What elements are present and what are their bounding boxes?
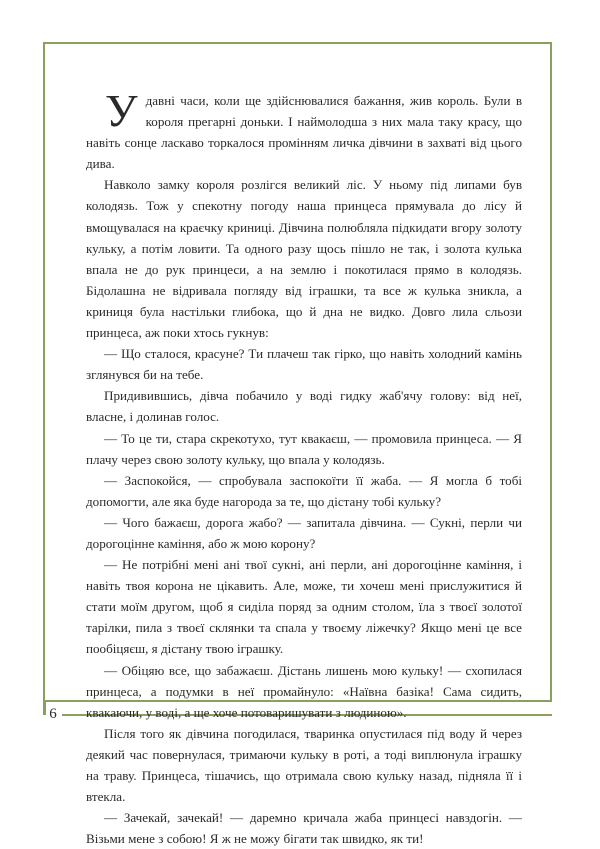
paragraph-8: — Не потрібні мені ані твої сукні, ані перли, ані дорогоцінне каміння, і навіть твоя корона не цікавить. Але, може, ти хочеш мені прислужитися й стати моїм другом, щоб я сиділа поряд за одним столом, їла з твоєї золотої тарілки, пила з твоєї склянки та спала у твоєму ліжечку? Якщо мені це все пообіцяєш, я дістану твою іграшку. [86, 557, 522, 657]
story-text [86, 85, 522, 849]
paragraph-6: — Заспокойся, — спробувала заспокоїти її жаба. — Я могла б тобі допомогти, але яка буде нагорода за те, що дістану тобі кульку? [86, 472, 522, 509]
paragraph-5: — То це ти, стара скрекотухо, тут квакаєш, — промовила принцеса. — Я плачу через свою золоту кульку, що впала у колодязь. [86, 430, 522, 467]
paragraph-7: — Чого бажаєш, дорога жабо? — запитала дівчина. — Сукні, перли чи дорогоцінне каміння, або ж мою корону? [86, 514, 522, 551]
paragraph-1 [86, 85, 522, 174]
drop-cap: У [105, 85, 138, 136]
paragraph-3: — Що сталося, красуне? Ти плачеш так гірко, що навіть холодний камінь зглянувся би на тебе. [86, 346, 522, 383]
paragraph-10: Після того як дівчина погодилася, тваринка опустилася під воду й через деякий час повернулася, тримаючи кульку в роті, а тоді виплюнула іграшку на траву. Принцеса, тішачись, що отримала свою кульку назад, підняла її і втекла. [86, 725, 522, 805]
paragraph-4: Придивившись, дівча побачило у воді гидку жаб'ячу голову: від неї, власне, і долинав голос. [86, 388, 522, 425]
paragraph-1-text: давні часи, коли ще здійснювалися бажання, жив король. Були в короля прегарні доньки. І наймолодша з них мала таку красу, що навіть сонце ласкаво торкалося промінням личка дівчини в захваті від цього дива. [86, 93, 522, 172]
paragraph-11: — Зачекай, зачекай! — даремно кричала жаба принцесі навздогін. — Візьми мене з собою! Я ж не можу бігати так швидко, як ти! [86, 810, 522, 847]
page-number: 6 [49, 706, 57, 722]
paragraph-9: — Обіцяю все, що забажаєш. Дістань лишень мою кульку! — схопилася принцеса, а подумки в неї промайнуло: «Наївна базіка! Сама сидить, квакаючи, у воді, а ще хоче потоваришувати з людиною». [86, 662, 522, 720]
paragraph-2: Навколо замку короля розлігся великий ліс. У ньому під липами був колодязь. Тож у спекотну погоду наша принцеса прямувала до лісу й вмощувалася на краєчку криниці. Дівчина полюбляла підкидати вгору золоту кульку, а потім ловити. Та одного разу щось пішло не так, і золота кулька впала не до рук принцеси, а на землю і покотилася прямо в колодязь. Бідолашна не відривала погляду від іграшки, та все ж кулька зникла, а криниця була настільки глибока, що й дна не видко. Довго лила сльози принцеса, аж поки хтось гукнув: [86, 177, 522, 341]
